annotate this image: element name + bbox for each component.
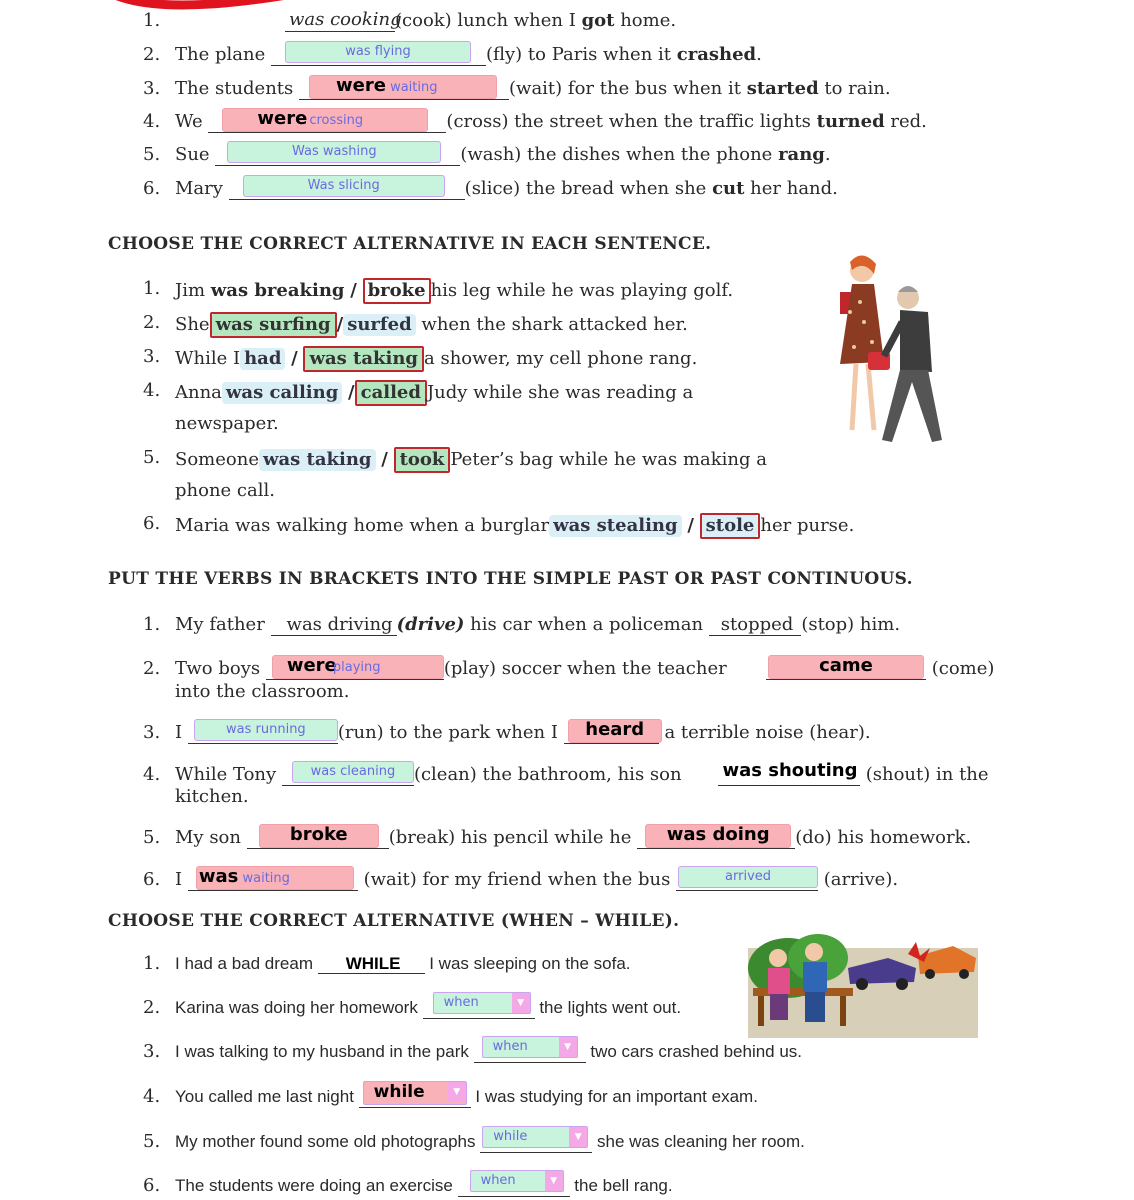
answer-dropdown[interactable]	[482, 1036, 578, 1058]
answer-blank[interactable]	[676, 870, 818, 891]
sentence-text: I had a bad dream	[175, 954, 313, 973]
sentence-continuation: phone call.	[175, 480, 275, 501]
sentence-end: .	[756, 44, 762, 65]
answer-field[interactable]: was flying	[285, 41, 471, 63]
sentence-text: (do) his homework.	[795, 827, 972, 848]
sentence-text: (arrive).	[823, 869, 899, 890]
answer-field[interactable]: Was washing	[227, 141, 441, 163]
sentence-text: (wait) for the bus when it	[509, 78, 741, 99]
answer-blank[interactable]	[282, 765, 414, 786]
sentence-text: (run) to the park when I	[337, 722, 558, 743]
answer-blank[interactable]	[359, 1082, 471, 1108]
sentence-text: (stop) him.	[801, 614, 901, 635]
sentence-6	[175, 178, 838, 200]
answer-blank[interactable]	[474, 1039, 586, 1063]
sentence-text: two cars crashed behind us.	[590, 1042, 803, 1061]
answer-field[interactable]: was running	[194, 719, 338, 741]
sentence-end: her hand.	[744, 178, 838, 199]
answer-field[interactable]	[645, 824, 791, 848]
sentence-text: You called me last night	[175, 1087, 354, 1106]
sentence-text: (cross) the street when the traffic lights	[446, 111, 811, 132]
sentence-text: (wait) for my friend when the bus	[363, 869, 671, 890]
answer-text: playing	[332, 660, 381, 675]
answer-overlay: was shouting	[722, 760, 858, 781]
sentence-text: We	[175, 111, 203, 132]
sentence-text: his car when a policeman	[470, 614, 704, 635]
sentence-text: (come)	[931, 658, 995, 679]
answer-blank[interactable]	[229, 179, 465, 200]
option-b: was taking	[305, 348, 422, 370]
section-heading: CHOOSE THE CORRECT ALTERNATIVE (WHEN – WHILE).	[108, 911, 680, 931]
sentence-3	[175, 75, 891, 100]
slash: /	[336, 314, 344, 335]
answer-text[interactable]: WHILE	[318, 954, 425, 974]
bold-verb: turned	[816, 111, 885, 132]
when-sentence-2	[175, 997, 681, 1019]
answer-blank[interactable]	[285, 9, 402, 32]
selected-option[interactable]	[363, 278, 431, 304]
sentence-text: My father	[175, 614, 265, 635]
answer-blank[interactable]	[188, 723, 338, 744]
option-b[interactable]: surfed	[343, 314, 416, 336]
selected-option[interactable]	[394, 447, 451, 473]
answer-overlay: were	[257, 108, 308, 129]
sentence-text: (wash) the dishes when the phone	[460, 144, 773, 165]
sentence-text: Karina was doing her homework	[175, 998, 418, 1017]
sentence-text: his leg while he was playing golf.	[430, 280, 734, 301]
sentence-text: a terrible noise (hear).	[664, 722, 871, 743]
slash: /	[291, 348, 298, 369]
answer-blank[interactable]	[564, 719, 659, 744]
answer-text: was cooking	[289, 9, 402, 30]
answer-field[interactable]	[272, 655, 444, 679]
chevron-down-icon[interactable]: ▼	[545, 1171, 563, 1191]
item-number: 6.	[143, 869, 161, 890]
sentence-text: when the shark attacked her.	[421, 314, 688, 335]
answer-blank[interactable]	[423, 995, 535, 1019]
bold-verb: rang	[778, 144, 825, 165]
answer-blank[interactable]	[215, 145, 460, 166]
answer-text[interactable]: was driving	[271, 614, 397, 636]
sentence-1	[175, 10, 676, 32]
bold-verb: cut	[712, 178, 745, 199]
verb-sentence-1	[175, 614, 900, 636]
item-number: 2.	[143, 658, 161, 679]
option-b: called	[357, 382, 425, 404]
answer-field[interactable]	[259, 824, 379, 848]
sentence-text: a shower, my cell phone rang.	[424, 348, 698, 369]
sentence-text: While I	[175, 348, 241, 369]
answer-overlay: were	[286, 655, 337, 676]
item-number: 1.	[143, 10, 161, 31]
answer-blank[interactable]	[208, 108, 446, 133]
answer-field[interactable]	[768, 655, 924, 679]
chevron-down-icon[interactable]: ▼	[559, 1037, 577, 1057]
sentence-text: (play) soccer when the teacher	[443, 658, 727, 679]
verb-sentence-6	[175, 866, 899, 891]
item-number: 6.	[143, 1175, 161, 1196]
answer-text: crossing	[309, 113, 364, 128]
sentence-text: the bell rang.	[574, 1176, 673, 1195]
verb-sentence-4	[175, 764, 682, 786]
answer-overlay: came	[819, 655, 873, 676]
item-number: 5.	[143, 1131, 161, 1152]
bold-verb: got	[581, 10, 615, 31]
sentence-text: The students	[175, 78, 294, 99]
dropdown-value: when	[443, 995, 479, 1010]
when-sentence-4	[175, 1082, 758, 1108]
answer-blank[interactable]	[266, 655, 444, 680]
sentence-end: home.	[614, 10, 677, 31]
answer-overlay: was doing	[666, 824, 770, 845]
answer-field[interactable]	[568, 719, 662, 743]
verb-sentence-2b	[766, 655, 995, 680]
option-a[interactable]: was breaking	[210, 280, 345, 301]
when-sentence-3	[175, 1041, 802, 1063]
option-a: was surfing	[212, 314, 335, 336]
dropdown-value: while	[373, 1082, 425, 1102]
sentence-text: Jim	[175, 280, 206, 301]
answer-field[interactable]	[222, 108, 428, 132]
sentence-text: her purse.	[760, 515, 855, 536]
slash: /	[381, 449, 388, 470]
choice-sentence-1	[175, 278, 733, 304]
item-number: 3.	[143, 1041, 161, 1062]
answer-field[interactable]	[722, 761, 858, 783]
choice-sentence-2	[175, 312, 688, 338]
item-number: 1.	[143, 614, 161, 635]
item-number: 3.	[143, 346, 161, 367]
answer-dropdown[interactable]	[470, 1170, 564, 1192]
sentence-text: (cook) lunch when I	[395, 10, 576, 31]
verb-hint: (drive)	[396, 614, 465, 635]
car-crash-illustration	[748, 928, 978, 1038]
sentence-text: I	[175, 869, 183, 890]
item-number: 3.	[143, 722, 161, 743]
option-a[interactable]: was stealing	[549, 515, 681, 537]
answer-field[interactable]	[196, 866, 354, 890]
sentence-text: Someone	[175, 449, 259, 470]
answer-field[interactable]: arrived	[678, 866, 818, 888]
dropdown-value: when	[492, 1039, 528, 1054]
selected-option[interactable]	[700, 513, 761, 539]
answer-overlay: broke	[289, 824, 348, 845]
verb-sentence-3	[175, 719, 871, 744]
sentence-text: I was sleeping on the sofa.	[429, 954, 631, 973]
answer-dropdown[interactable]	[433, 992, 531, 1014]
item-number: 2.	[143, 997, 161, 1018]
sentence-text: I was talking to my husband in the park	[175, 1042, 469, 1061]
sentence-text: My son	[175, 827, 241, 848]
answer-blank[interactable]	[458, 1173, 570, 1197]
choice-sentence-3	[175, 346, 697, 372]
sentence-text: The plane	[175, 44, 266, 65]
option-a[interactable]: had	[240, 348, 285, 370]
verb-sentence-5	[175, 824, 972, 849]
when-sentence-6	[175, 1175, 673, 1197]
when-sentence-5	[175, 1131, 805, 1153]
dropdown-value: when	[480, 1173, 516, 1188]
sentence-text: Two boys	[175, 658, 261, 679]
choice-sentence-6	[175, 513, 854, 539]
sentence-end: to rain.	[818, 78, 891, 99]
slash: /	[350, 280, 357, 301]
sentence-continuation: newspaper.	[175, 413, 279, 434]
sentence-text: Maria was walking home when a burglar	[175, 515, 550, 536]
sentence-text: The students were doing an exercise	[175, 1176, 453, 1195]
sentence-text: (shout) in the	[865, 764, 989, 785]
item-number: 5.	[143, 447, 161, 468]
item-number: 2.	[143, 44, 161, 65]
answer-dropdown[interactable]	[363, 1081, 467, 1105]
item-number: 2.	[143, 312, 161, 333]
sentence-text: I was studying for an important exam.	[475, 1087, 758, 1106]
sentence-2	[175, 44, 762, 66]
sentence-text: While Tony	[175, 764, 277, 785]
answer-field[interactable]	[309, 75, 497, 99]
sentence-text: She	[175, 314, 210, 335]
answer-blank[interactable]	[188, 866, 358, 891]
sentence-text: the lights went out.	[539, 998, 682, 1017]
answer-field[interactable]: Was slicing	[243, 175, 445, 197]
answer-text: waiting	[390, 80, 438, 95]
item-number: 1.	[143, 953, 161, 974]
item-number: 3.	[143, 78, 161, 99]
dropdown-value: while	[493, 1129, 528, 1144]
sentence-text: My mother found some old photographs	[175, 1132, 476, 1151]
sentence-text: I	[175, 722, 183, 743]
answer-overlay: was	[198, 866, 239, 887]
bold-verb: started	[746, 78, 819, 99]
chevron-down-icon[interactable]: ▼	[512, 993, 530, 1013]
sentence-text: (fly) to Paris when it	[485, 44, 672, 65]
sentence-text: Mary	[175, 178, 223, 199]
section-heading: PUT THE VERBS IN BRACKETS INTO THE SIMPLE PAST OR PAST CONTINUOUS.	[108, 569, 913, 589]
item-number: 6.	[143, 513, 161, 534]
answer-blank[interactable]	[718, 760, 860, 786]
sentence-4	[175, 108, 927, 133]
purse-snatching-illustration	[820, 252, 980, 447]
verb-sentence-4b	[718, 760, 989, 786]
answer-blank[interactable]	[299, 75, 509, 100]
selected-option[interactable]	[355, 380, 427, 406]
answer-text[interactable]: stopped	[709, 614, 802, 636]
answer-dropdown[interactable]	[482, 1126, 588, 1148]
answer-blank[interactable]	[766, 655, 926, 680]
choice-sentence-4	[175, 380, 693, 406]
answer-blank[interactable]	[247, 824, 389, 849]
chevron-down-icon[interactable]: ▼	[569, 1127, 587, 1147]
item-number: 4.	[143, 380, 161, 401]
sentence-text: (slice) the bread when she	[464, 178, 707, 199]
answer-text: waiting	[242, 871, 290, 886]
option-b: stole	[702, 515, 759, 537]
slash: /	[687, 515, 694, 536]
item-number: 4.	[143, 1086, 161, 1107]
sentence-text: Anna	[175, 382, 222, 403]
sentence-text: Sue	[175, 144, 210, 165]
sentence-text: (clean) the bathroom, his son	[413, 764, 682, 785]
sentence-end: .	[824, 144, 831, 165]
answer-overlay: heard	[585, 719, 645, 740]
sentence-text: she was cleaning her room.	[596, 1132, 805, 1151]
sentence-text: Judy while she was reading a	[426, 382, 694, 403]
answer-field[interactable]: was cleaning	[292, 761, 414, 783]
option-a[interactable]: was taking	[259, 449, 376, 471]
chevron-down-icon[interactable]: ▼	[448, 1082, 466, 1102]
sentence-end: red.	[884, 111, 927, 132]
item-number: 1.	[143, 278, 161, 299]
selected-option[interactable]	[303, 346, 424, 372]
slash: /	[348, 382, 355, 403]
sentence-continuation: kitchen.	[175, 786, 249, 807]
answer-overlay: were	[336, 75, 386, 96]
section-heading: CHOOSE THE CORRECT ALTERNATIVE IN EACH SENTENCE.	[108, 234, 712, 254]
when-sentence-1	[175, 953, 631, 975]
answer-blank[interactable]	[271, 45, 486, 66]
bold-verb: crashed	[676, 44, 757, 65]
sentence-continuation: into the classroom.	[175, 681, 350, 702]
item-number: 5.	[143, 144, 161, 165]
sentence-text: Peter’s bag while he was making a	[450, 449, 767, 470]
option-a[interactable]: was calling	[222, 382, 342, 404]
sentence-text: (break) his pencil while he	[388, 827, 632, 848]
option-b: broke	[367, 280, 426, 301]
item-number: 5.	[143, 827, 161, 848]
item-number: 4.	[143, 764, 161, 785]
choice-sentence-5	[175, 447, 767, 473]
sentence-5	[175, 144, 831, 166]
answer-blank[interactable]	[480, 1129, 592, 1153]
verb-sentence-2	[175, 655, 727, 680]
item-number: 6.	[143, 178, 161, 199]
item-number: 4.	[143, 111, 161, 132]
option-b: took	[396, 449, 449, 471]
selected-option[interactable]	[210, 312, 337, 338]
answer-blank[interactable]	[637, 824, 795, 849]
